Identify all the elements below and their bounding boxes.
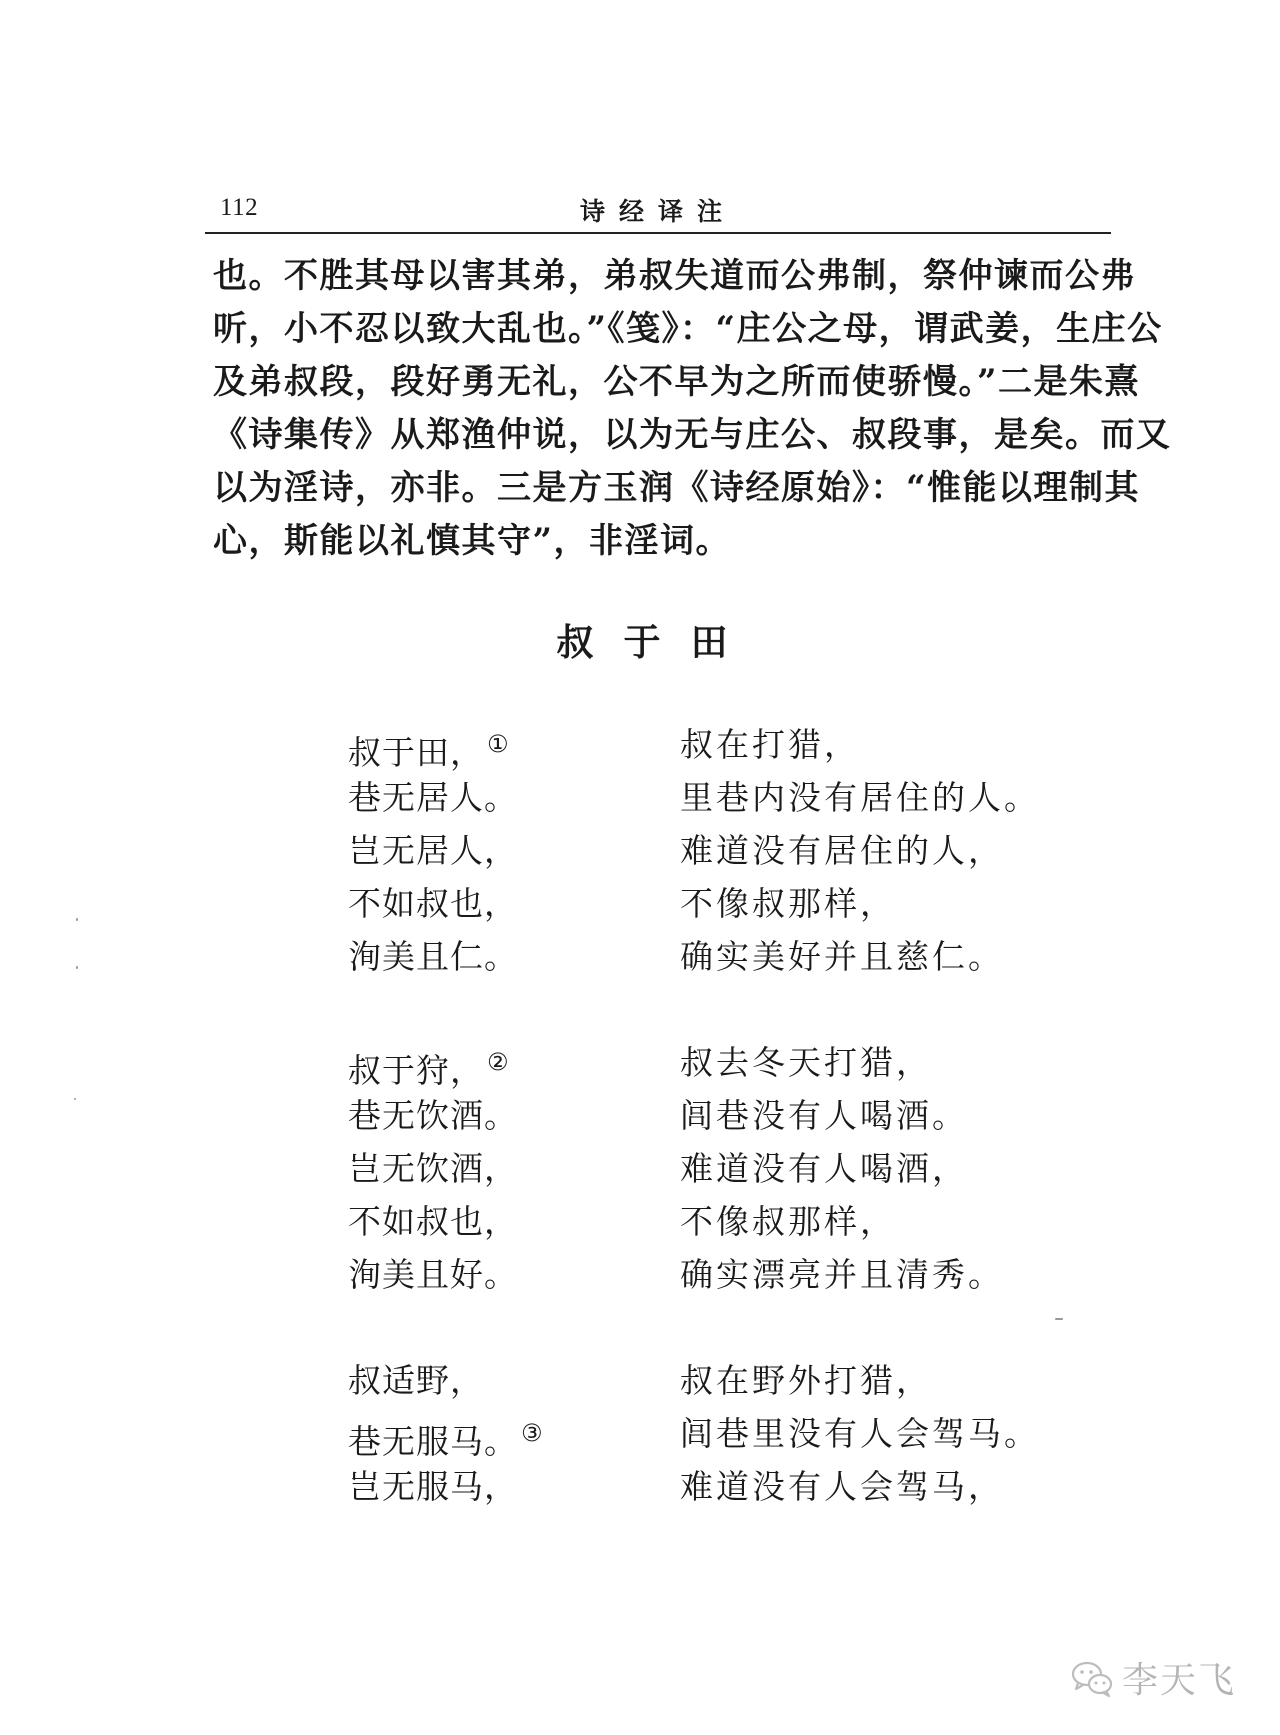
verse-line bbox=[348, 1407, 544, 1460]
verse-text: 叔适野， bbox=[348, 1361, 484, 1400]
scan-speck bbox=[76, 966, 78, 969]
prose-line: 及弟叔段，段好勇无礼，公不早为之所而使骄慢。”二是朱熹 bbox=[213, 362, 1141, 402]
scan-speck bbox=[74, 1098, 76, 1100]
verse-line bbox=[348, 1195, 544, 1248]
verse-line bbox=[348, 1354, 544, 1407]
wechat-icon bbox=[1070, 1658, 1114, 1698]
translation-line: 叔在打猎， bbox=[680, 725, 860, 764]
translation-line: 难道没有居住的人， bbox=[680, 831, 1004, 870]
scan-speck bbox=[1055, 1318, 1063, 1320]
verse-text: 巷无居人。 bbox=[348, 778, 518, 817]
poem-original-column bbox=[348, 718, 544, 1566]
verse-text: 巷无服马。 bbox=[348, 1422, 518, 1461]
verse-line bbox=[348, 930, 544, 983]
verse-text: 洵美且仁。 bbox=[348, 937, 518, 976]
translation-line: 不像叔那样， bbox=[680, 884, 896, 923]
verse-line bbox=[348, 771, 544, 824]
verse-line bbox=[348, 1036, 544, 1089]
translation-line: 里巷内没有居住的人。 bbox=[680, 778, 1040, 817]
watermark-text: 李天飞 bbox=[1122, 1660, 1237, 1701]
verse-text: 岂无居人， bbox=[348, 831, 518, 870]
prose-line: 《诗集传》从郑渔仲说，以为无与庄公、叔段事，是矣。而又 bbox=[213, 415, 1172, 455]
page-header bbox=[205, 190, 1111, 234]
verse-line bbox=[348, 1248, 544, 1301]
verse-text: 岂无服马， bbox=[348, 1467, 518, 1506]
stanza-original bbox=[348, 718, 544, 983]
verse-text: 洵美且好。 bbox=[348, 1255, 518, 1294]
scan-speck bbox=[76, 918, 78, 921]
footnote-marker: ① bbox=[487, 730, 510, 758]
prose-line: 也。不胜其母以害其弟，弟叔失道而公弗制，祭仲谏而公弗 bbox=[213, 256, 1136, 296]
verse-text: 叔于田， bbox=[348, 733, 484, 772]
verse-line bbox=[348, 1142, 544, 1195]
translation-line: 确实美好并且慈仁。 bbox=[680, 937, 1004, 976]
running-title: 诗经译注 bbox=[579, 197, 736, 226]
prose-line: 以为淫诗，亦非。三是方玉润《诗经原始》：“惟能以理制其 bbox=[213, 468, 1141, 508]
poem-translation-column bbox=[680, 718, 1040, 1566]
translation-line: 叔去冬天打猎， bbox=[680, 1043, 932, 1082]
prose-line: 听，小不忍以致大乱也。”《笺》：“庄公之母，谓武姜，生庄公 bbox=[213, 309, 1163, 349]
verse-line bbox=[348, 1089, 544, 1142]
translation-line: 闾巷没有人喝酒。 bbox=[680, 1096, 968, 1135]
stanza-translation bbox=[680, 1036, 1040, 1301]
translation-line: 闾巷里没有人会驾马。 bbox=[680, 1414, 1040, 1453]
stanza-translation bbox=[680, 718, 1040, 983]
verse-line bbox=[348, 1460, 544, 1513]
verse-line bbox=[348, 877, 544, 930]
footnote-marker: ② bbox=[487, 1048, 510, 1076]
verse-text: 不如叔也， bbox=[348, 1202, 518, 1241]
prose-line: 心，斯能以礼慎其守”，非淫词。 bbox=[213, 521, 732, 561]
footnote-marker: ③ bbox=[521, 1419, 544, 1447]
stanza-original bbox=[348, 1036, 544, 1301]
verse-text: 不如叔也， bbox=[348, 884, 518, 923]
translation-line: 叔在野外打猎， bbox=[680, 1361, 932, 1400]
translation-line: 不像叔那样， bbox=[680, 1202, 896, 1241]
page-number: 112 bbox=[220, 194, 259, 221]
stanza-translation bbox=[680, 1354, 1040, 1513]
translation-line: 难道没有人会驾马， bbox=[680, 1467, 1004, 1506]
translation-line: 确实漂亮并且清秀。 bbox=[680, 1255, 1004, 1294]
verse-line bbox=[348, 824, 544, 877]
verse-text: 巷无饮酒。 bbox=[348, 1096, 518, 1135]
poem-title: 叔于田 bbox=[556, 620, 758, 664]
commentary-prose bbox=[213, 250, 1172, 568]
verse-text: 岂无饮酒， bbox=[348, 1149, 518, 1188]
verse-line bbox=[348, 718, 544, 771]
verse-text: 叔于狩， bbox=[348, 1051, 484, 1090]
translation-line: 难道没有人喝酒， bbox=[680, 1149, 968, 1188]
stanza-original bbox=[348, 1354, 544, 1513]
watermark bbox=[1070, 1652, 1236, 1703]
